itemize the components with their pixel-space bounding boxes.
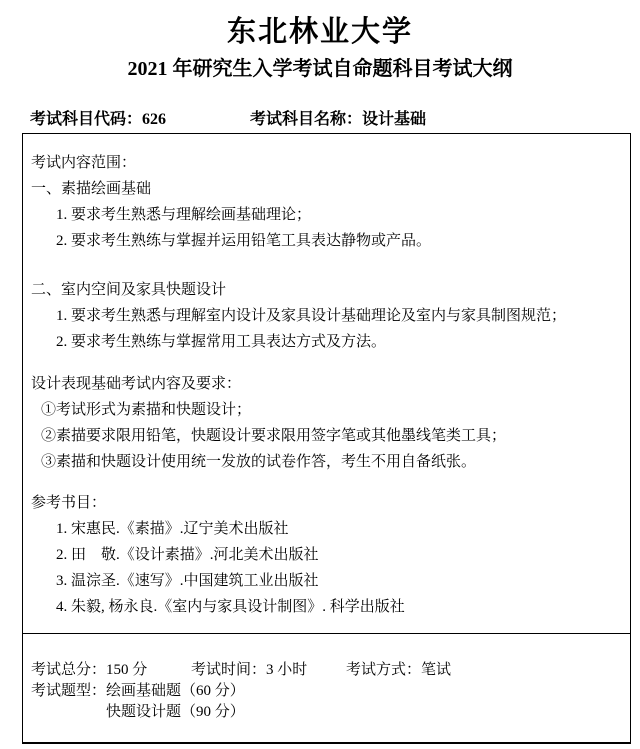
requirement-item: ②素描要求限用铅笔，快题设计要求限用签字笔或其他墨线笔类工具； [41,428,507,444]
question-type-label: 考试题型： [31,683,107,699]
subject-code [30,106,166,129]
subject-name [250,106,426,129]
requirement-item: ③素描和快题设计使用统一发放的试卷作答，考生不用自备纸张。 [41,454,477,470]
reference-item: 2. 田 敬.《设计素描》.河北美术出版社 [56,547,319,563]
question-types-row [31,681,622,702]
exam-summary-box [22,634,631,744]
total-score-value: 150 分 [106,662,148,678]
subject-header-row [0,106,640,128]
scope-heading: 考试内容范围： [31,155,137,171]
subject-code-label: 考试科目代码： [30,111,143,128]
reference-item: 3. 温淙圣.《速写》.中国建筑工业出版社 [56,573,319,589]
subject-name-label: 考试科目名称： [250,111,363,128]
total-score [31,660,191,681]
section2-title: 二、室内空间及家具快题设计 [31,282,227,298]
exam-time-label: 考试时间： [191,662,267,678]
exam-time-value: 3 小时 [266,662,308,678]
section2-item: 1. 要求考生熟悉与理解室内设计及家具设计基础理论及室内与家具制图规范； [56,308,567,324]
exam-time [191,660,346,681]
exam-method-value: 笔试 [421,662,452,678]
exam-content-box [22,133,631,634]
document-subtitle: 2021 年研究生入学考试自命题科目考试大纲 [127,58,513,80]
requirements-heading: 设计表现基础考试内容及要求： [31,376,242,392]
question-type-item: 绘画基础题（60 分） [106,683,245,699]
section1-title: 一、素描绘画基础 [31,181,152,197]
subject-name-value: 设计基础 [362,111,427,128]
university-title: 东北林业大学 [226,16,413,48]
subject-code-value: 626 [142,111,167,128]
references-heading: 参考书目： [31,495,107,511]
exam-method-label: 考试方式： [346,662,422,678]
requirement-item: ①考试形式为素描和快题设计； [41,402,252,418]
reference-item: 1. 宋惠民.《素描》.辽宁美术出版社 [56,521,289,537]
exam-method [346,662,451,678]
section1-item: 1. 要求考生熟悉与理解绘画基础理论； [56,207,312,223]
total-score-label: 考试总分： [31,662,107,678]
summary-row [31,660,622,681]
section1-item: 2. 要求考生熟练与掌握并运用铅笔工具表达静物或产品。 [56,233,432,249]
reference-item: 4. 朱毅, 杨永良.《室内与家具设计制图》. 科学出版社 [56,599,405,615]
section2-item: 2. 要求考生熟练与掌握常用工具表达方式及方法。 [56,334,387,350]
question-type-item: 快题设计题（90 分） [106,704,245,720]
